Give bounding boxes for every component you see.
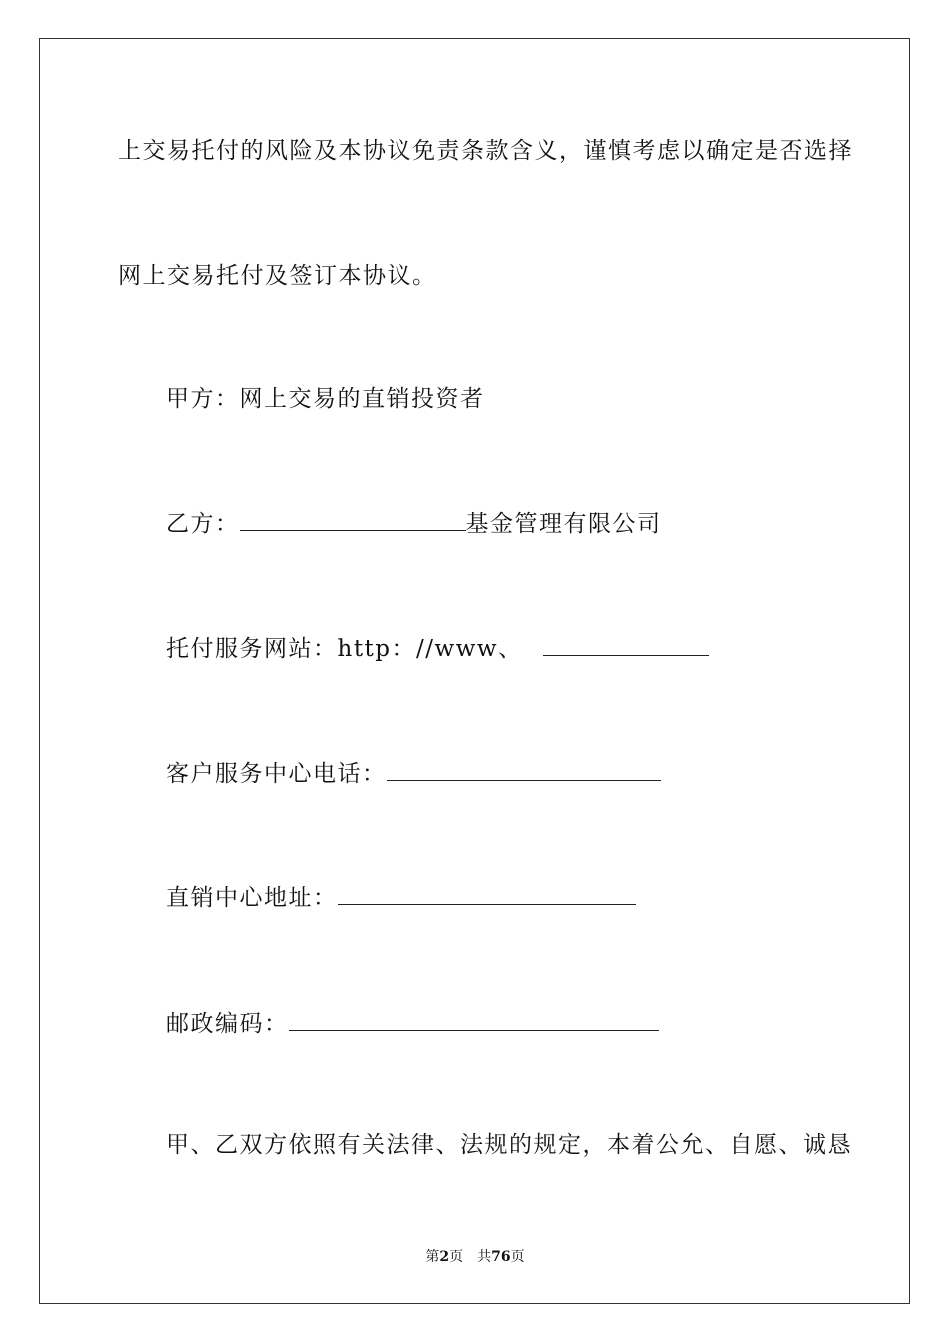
- postcode-label: 邮政编码：: [166, 1011, 289, 1037]
- address-label: 直销中心地址：: [166, 885, 338, 911]
- page-frame: [39, 38, 910, 1304]
- party-b-suffix: 基金管理有限公司: [465, 511, 662, 537]
- party-b-line: [166, 508, 662, 539]
- website-blank: [543, 633, 709, 656]
- party-a-line: 甲方：网上交易的直销投资者: [166, 386, 485, 412]
- footer-suffix: 页: [510, 1249, 525, 1265]
- text-line-2: 网上交易托付及签订本协议。: [118, 263, 437, 289]
- phone-blank: [387, 758, 661, 781]
- address-line: [166, 882, 636, 913]
- website-label: 托付服务网站：http：//www、: [166, 636, 523, 662]
- footer-page-number: 2: [439, 1249, 450, 1265]
- page-footer: [0, 1248, 950, 1266]
- phone-line: [166, 758, 661, 789]
- footer-mid: 页 共: [449, 1249, 492, 1265]
- text-line-1: 上交易托付的风险及本协议免责条款含义，谨慎考虑以确定是否选择: [118, 138, 853, 164]
- party-b-blank: [240, 508, 466, 531]
- footer-total-pages: 76: [491, 1249, 511, 1265]
- website-line: [166, 633, 709, 664]
- party-b-label: 乙方：: [166, 511, 240, 537]
- postcode-line: [166, 1008, 659, 1039]
- phone-label: 客户服务中心电话：: [166, 761, 387, 787]
- postcode-blank: [289, 1008, 659, 1031]
- footer-prefix: 第: [425, 1249, 440, 1265]
- address-blank: [338, 882, 636, 905]
- closing-line: 甲、乙双方依照有关法律、法规的规定，本着公允、自愿、诚恳: [166, 1132, 852, 1158]
